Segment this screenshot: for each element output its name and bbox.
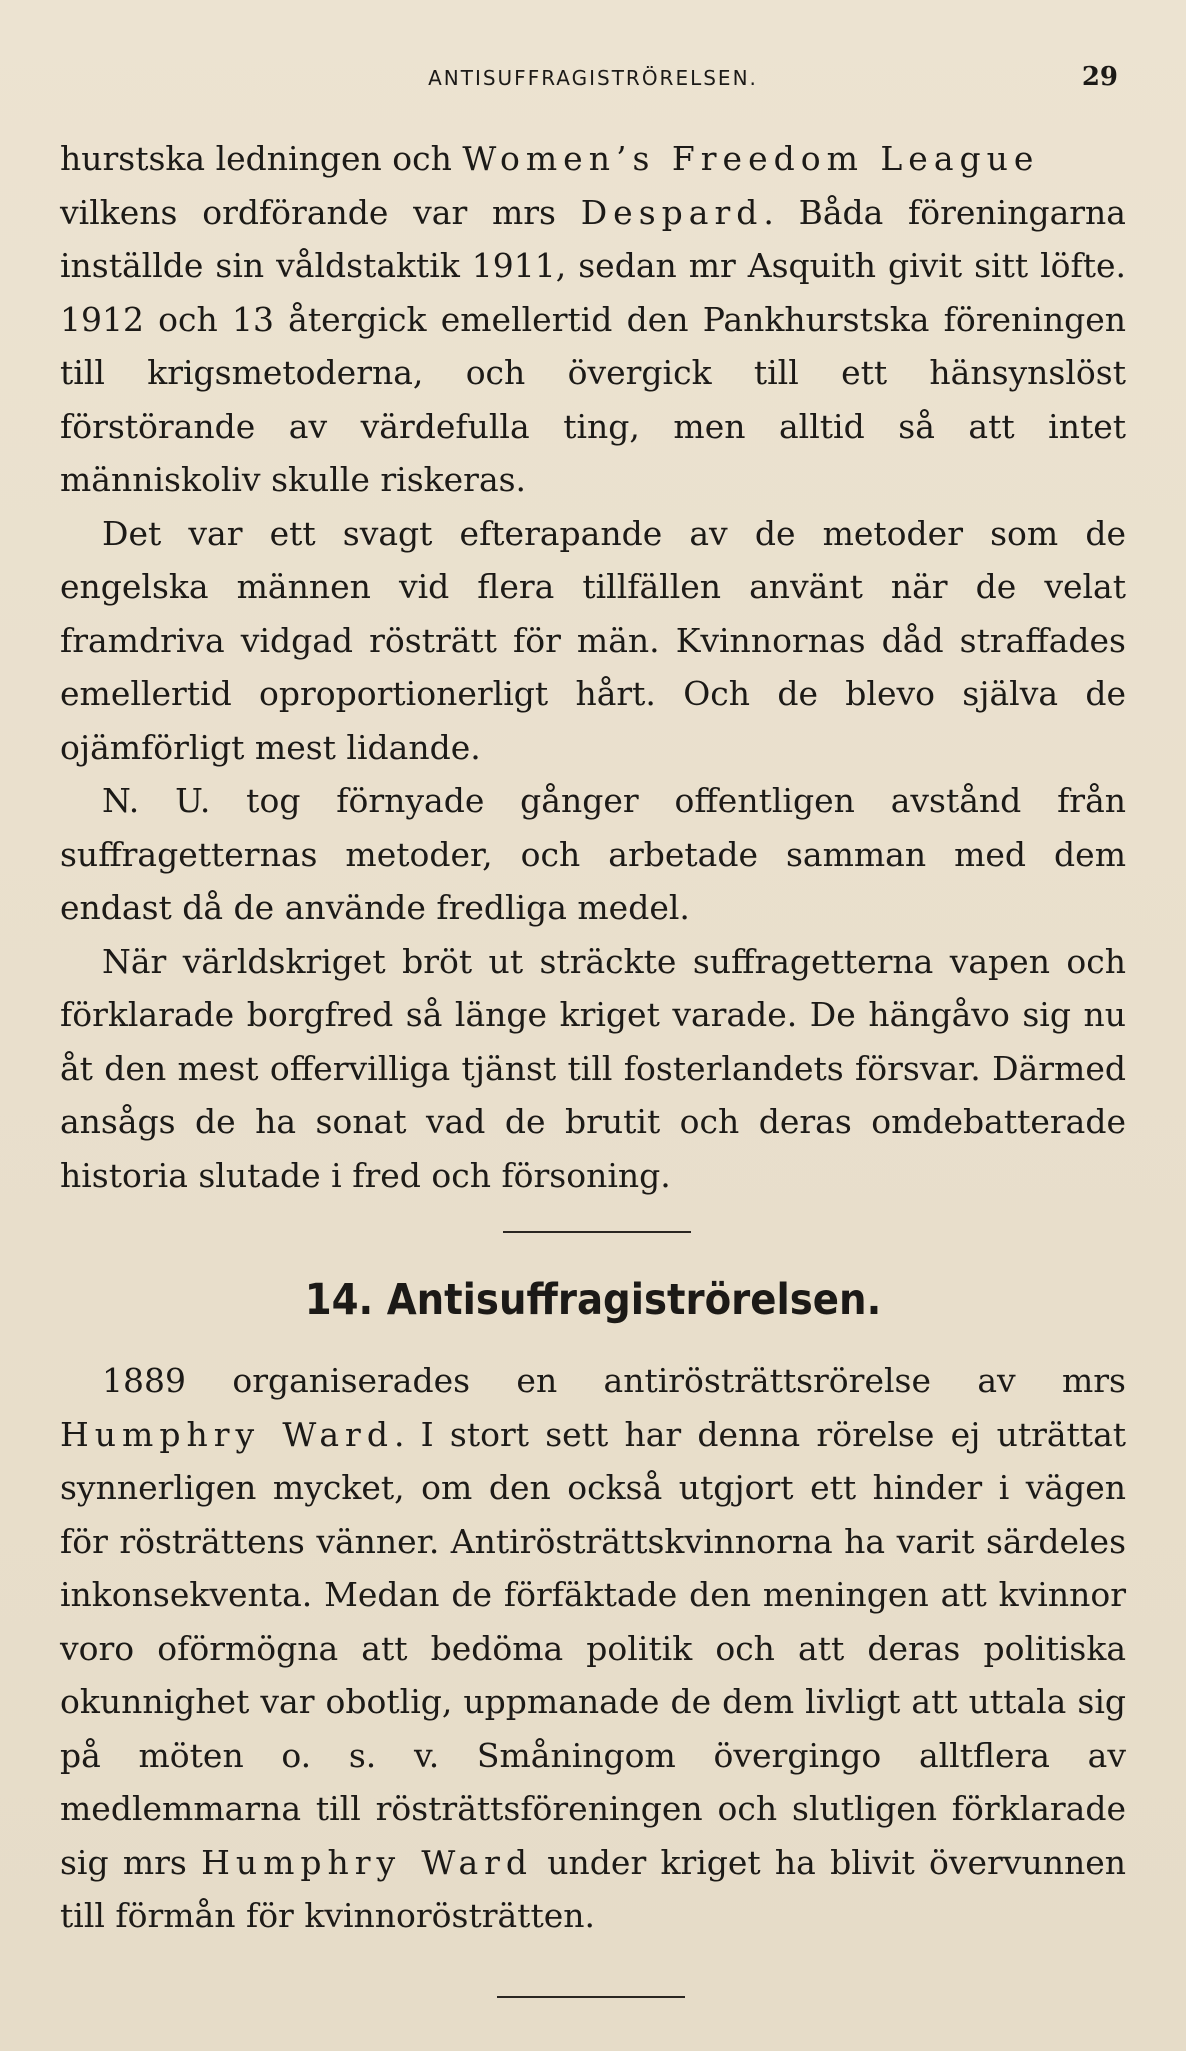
text-run: under kriget ha blivit övervunnen till förmån för kvinnorösträtten. xyxy=(60,1842,1126,1935)
text-run: . Båda föreningarna inställde sin våldstaktik 1911, sedan mr Asquith givit sitt löfte. 1912 och 13 återgick emellertid den Pankhurstska föreningen till krigsmetoderna, och övergick till ett hänsynslöst förstörande av värdefulla ting, men alltid så att intet människoliv skulle riskeras. xyxy=(60,192,1126,499)
section-heading: 14. Antisuffragiströrelsen. xyxy=(304,1275,882,1325)
section-body-suffragettes xyxy=(60,132,1126,1202)
org-name-spaced: Women’s Freedom League xyxy=(462,139,1040,178)
section-divider xyxy=(503,1231,691,1233)
person-name-spaced: Humphry Ward xyxy=(60,1414,394,1454)
paragraph-world-war: När världskriget bröt ut sträckte suffragetterna vapen och förklarade borgfred så länge kriget varade. De hängåvo sig nu åt den mest offervilliga tjänst till fosterlandets försvar. Därmed ansågs de ha sonat vad de brutit och deras omdebatterade historia slutade i fred och försoning. xyxy=(60,941,1126,1195)
text-run: vilkens ordförande var mrs xyxy=(60,192,581,232)
text-run: . I stort sett har denna rörelse ej uträttat synnerligen mycket, om den också utgjort ett hinder i vägen för rösträttens vänner. Antirösträttskvinnorna ha varit särdeles inkonsekventa. Medan de förfäktade den meningen att kvinnor voro oförmögna att bedöma politik och att deras politiska okunnighet var obotlig, uppmanade de dem livligt att uttala sig på möten o. s. v. Småningom övergingo alltflera av medlemmarna till rösträttsföreningen och slutligen förklarade sig mrs xyxy=(60,1414,1127,1882)
end-divider xyxy=(497,1996,685,1998)
person-name-spaced: Humphry Ward xyxy=(201,1842,534,1882)
text-run: 1889 organiserades en antirösträttsrörelse av mrs xyxy=(102,1361,1126,1400)
text-run: hurstska ledningen och xyxy=(60,139,463,178)
section-body-antisuffrage xyxy=(60,1354,1126,1943)
running-head xyxy=(60,62,1126,92)
paragraph-antisuffrage xyxy=(60,1354,1126,1943)
person-name-spaced: Despard xyxy=(580,192,764,232)
running-title: ANTISUFFRAGISTRÖRELSEN. xyxy=(428,66,758,90)
paragraph-imitation: Det var ett svagt efterapande av de metoder som de engelska männen vid flera tillfällen använt när de velat framdriva vidgad rösträtt för män. Kvinnornas dåd straffades emellertid oproportionerligt hårt. Och de blevo själva de ojämförligt mest lidande. xyxy=(60,513,1126,767)
page-number: 29 xyxy=(1081,62,1118,92)
paragraph-nu: N. U. tog förnyade gånger offentligen avstånd från suffragetternas metoder, och arbetade samman med dem endast då de använde fredliga medel. xyxy=(60,781,1126,927)
paragraph-leagues xyxy=(60,132,1126,507)
